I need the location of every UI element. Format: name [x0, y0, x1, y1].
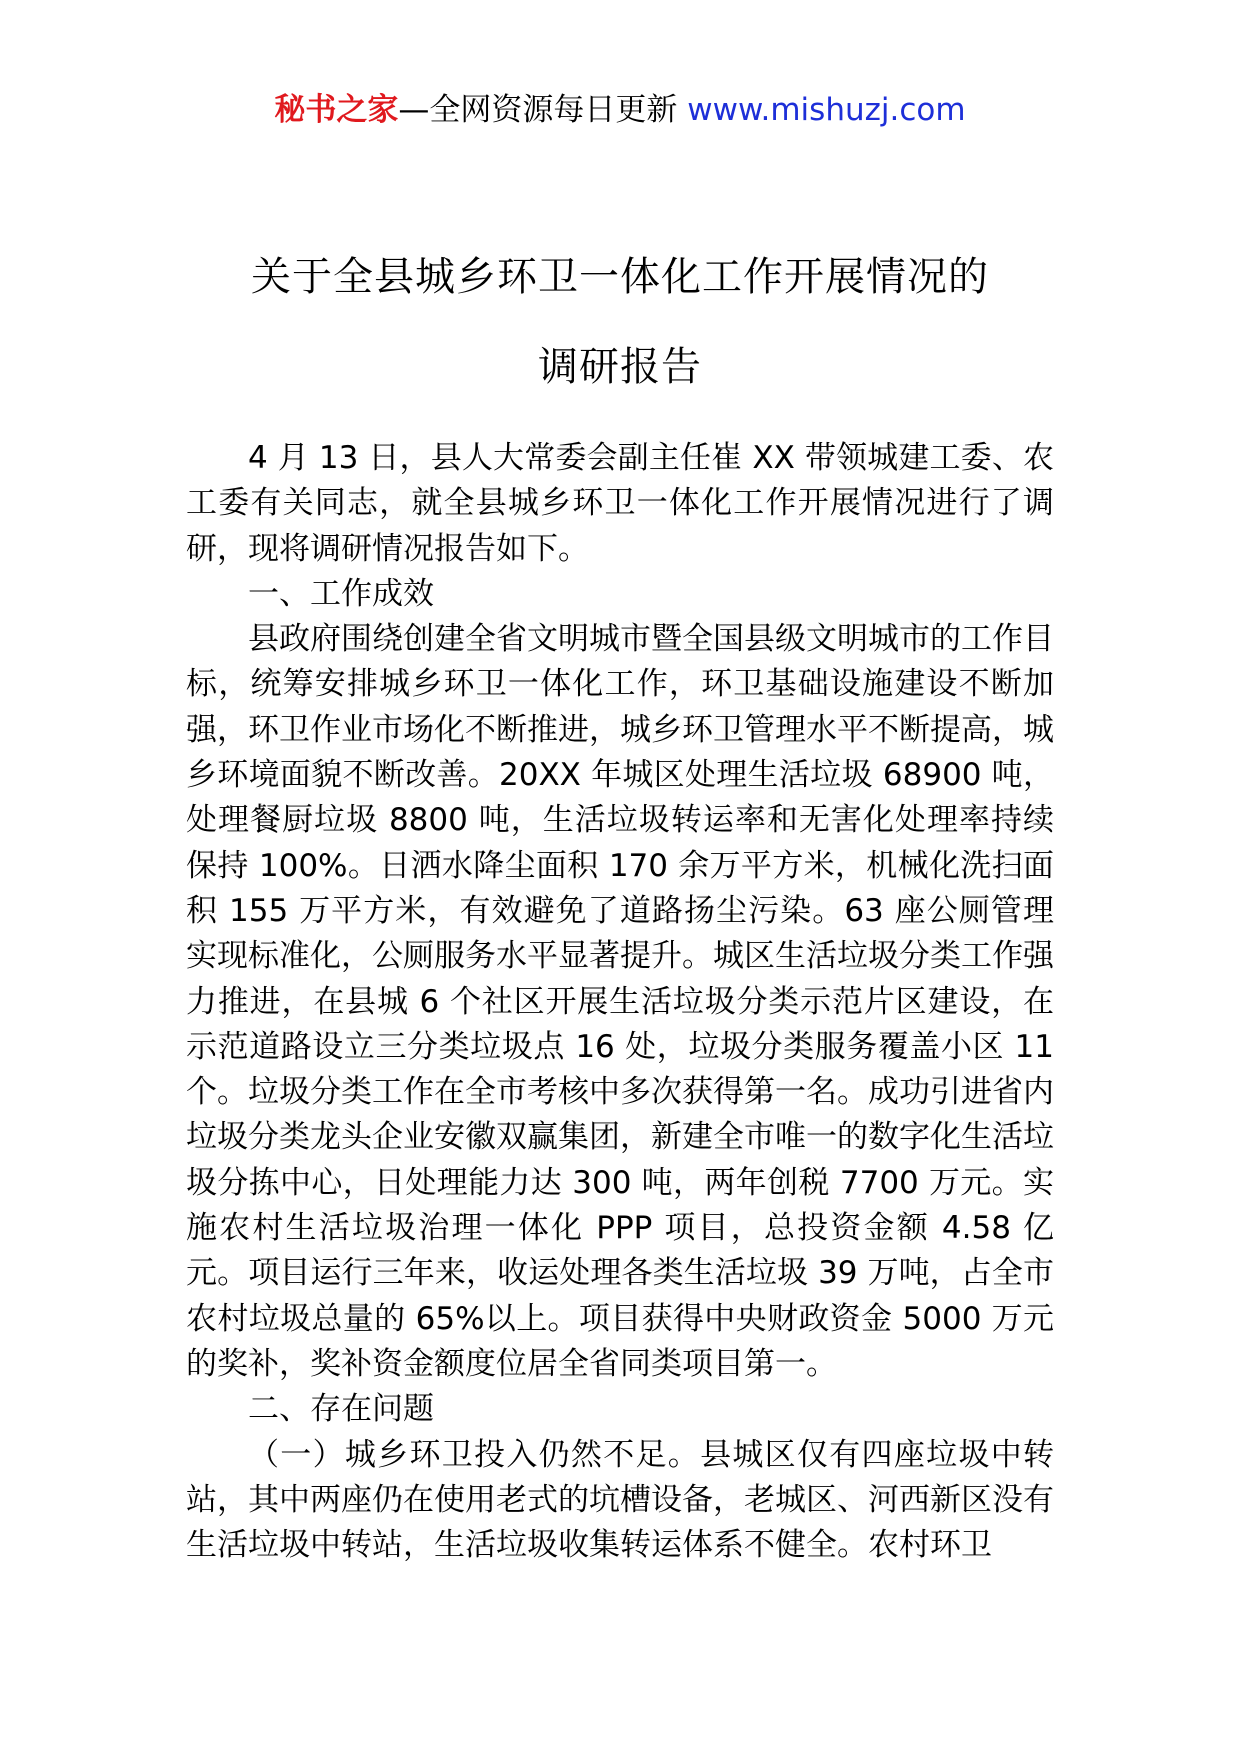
document-title: [0, 232, 1240, 412]
document-body: [186, 436, 1054, 1568]
section-heading-problems: 二、存在问题: [248, 1391, 434, 1428]
intro-paragraph: 4 月 13 日，县人大常委会副主任崔 XX 带领城建工委、农工委有关同志，就全县城乡环卫一体化工作开展情况进行了调研，现将调研情况报告如下。: [186, 440, 1054, 567]
site-url-link[interactable]: www.mishuzj.com: [687, 92, 966, 128]
title-line-2: 调研报告: [538, 344, 702, 390]
achievements-paragraph: 县政府围绕创建全省文明城市暨全国县级文明城市的工作目标，统筹安排城乡环卫一体化工作，环卫基础设施建设不断加强，环卫作业市场化不断推进，城乡环卫管理水平不断提高，城乡环境面貌不断改善。20XX 年城区处理生活垃圾 68900 吨，处理餐厨垃圾 8800 吨，生活垃圾转运率和无害化处理率持续保持 100%。日洒水降尘面积 170 余万平方米，机械化洗扫面积 155 万平方米，有效避免了道路扬尘污染。63 座公厕管理实现标准化，公厕服务水平显著提升。城区生活垃圾分类工作强力推进，在县城 6 个社区开展生活垃圾分类示范片区建设，在示范道路设立三分类垃圾点 16 处，垃圾分类服务覆盖小区 11 个。垃圾分类工作在全市考核中多次获得第一名。成功引进省内垃圾分类龙头企业安徽双赢集团，新建全市唯一的数字化生活垃圾分拣中心，日处理能力达 300 吨，两年创税 7700 万元。实施农村生活垃圾治理一体化 PPP 项目，总投资金额 4.58 亿元。项目运行三年来，收运处理各类生活垃圾 39 万吨，占全市农村垃圾总量的 65%以上。项目获得中央财政资金 5000 万元的奖补，奖补资金额度位居全省同类项目第一。: [186, 621, 1054, 1382]
problems-paragraph-1: （一）城乡环卫投入仍然不足。县城区仅有四座垃圾中转站，其中两座仍在使用老式的坑槽设备，老城区、河西新区没有生活垃圾中转站，生活垃圾收集转运体系不健全。农村环卫: [186, 1436, 1054, 1564]
site-header: [0, 88, 1240, 132]
site-tagline: —全网资源每日更新: [398, 92, 688, 128]
site-brand: 秘书之家: [274, 92, 399, 128]
title-line-1: 关于全县城乡环卫一体化工作开展情况的: [251, 254, 989, 300]
section-heading-achievements: 一、工作成效: [248, 575, 434, 612]
